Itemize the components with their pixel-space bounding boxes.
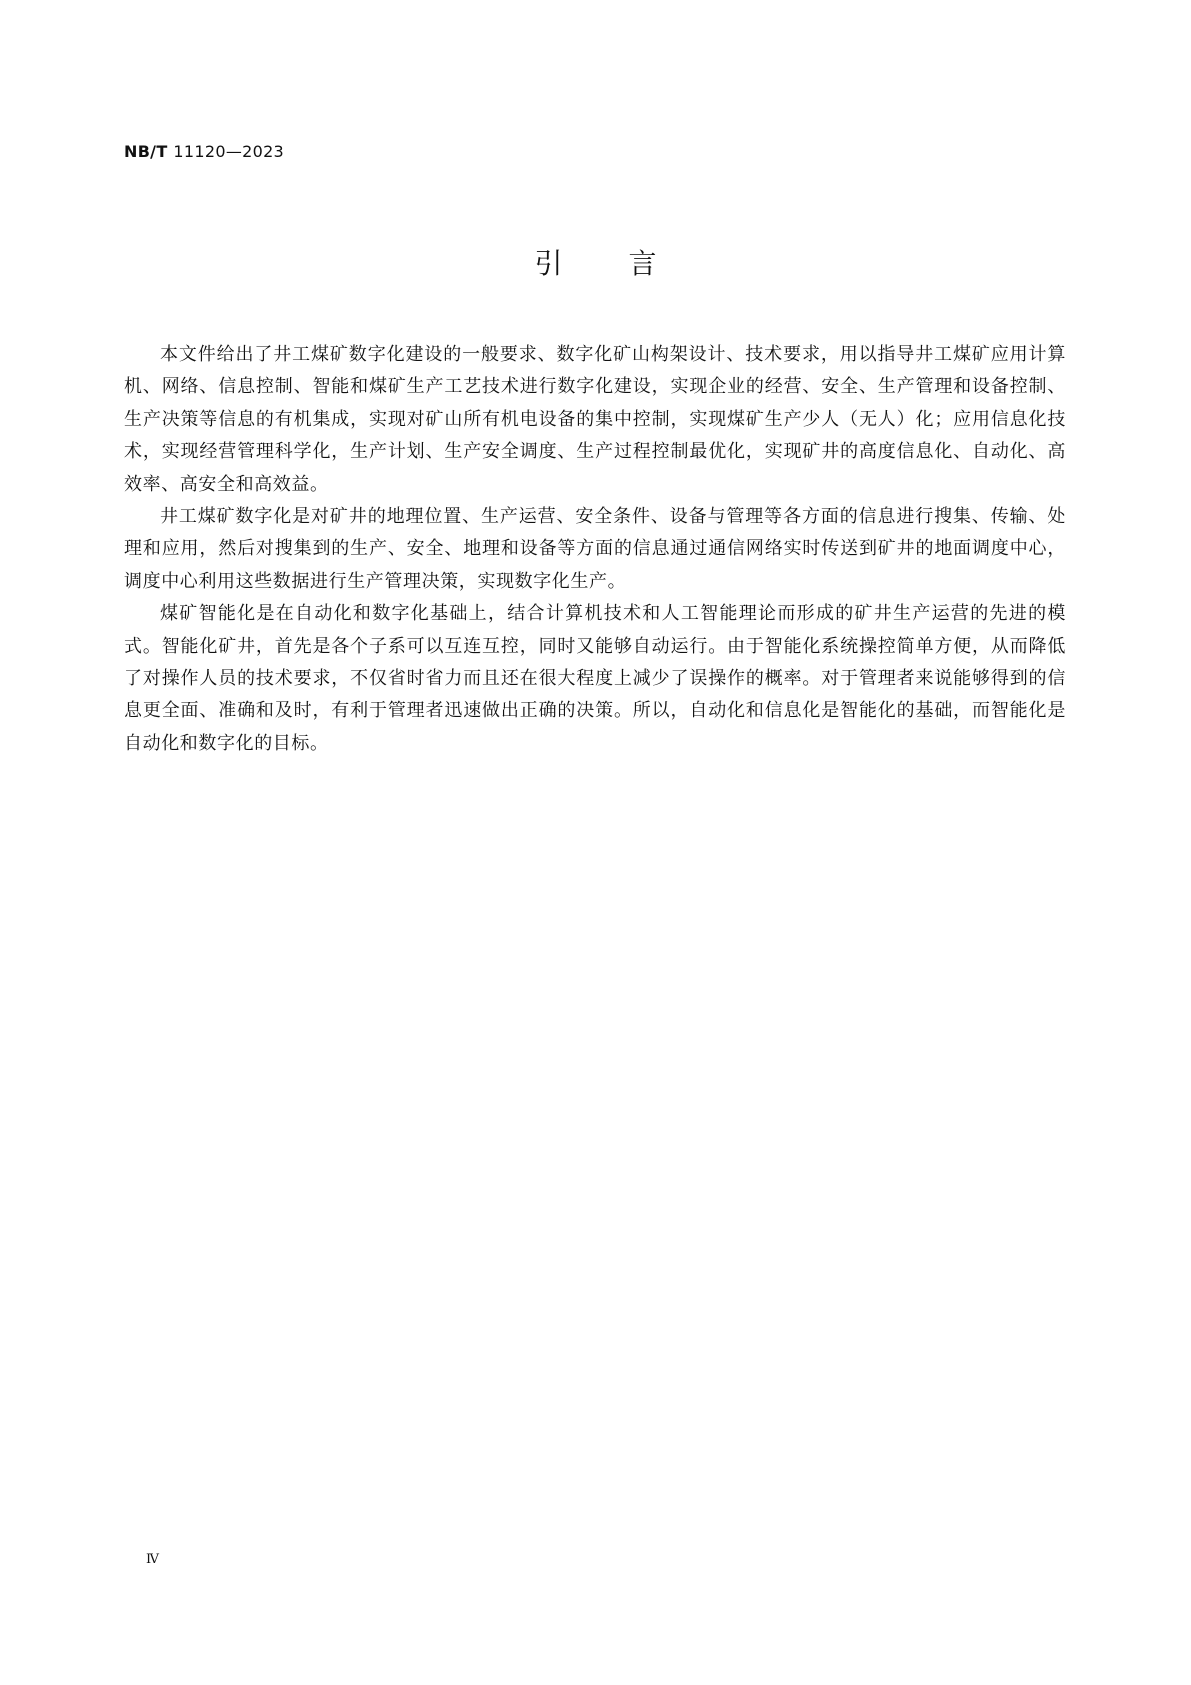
body-text [124,339,1066,760]
document-code-number: 11120—2023 [173,142,285,161]
paragraph-3: 煤矿智能化是在自动化和数字化基础上，结合计算机技术和人工智能理论而形成的矿井生产运营的先进的模式。智能化矿井，首先是各个子系可以互连互控，同时又能够自动运行。由于智能化系统操控简单方便，从而降低了对操作人员的技术要求，不仅省时省力而且还在很大程度上减少了误操作的概率。对于管理者来说能够得到的信息更全面、准确和及时，有利于管理者迅速做出正确的决策。所以，自动化和信息化是智能化的基础，而智能化是自动化和数字化的目标。 [124,603,1066,754]
paragraph-2: 井工煤矿数字化是对矿井的地理位置、生产运营、安全条件、设备与管理等各方面的信息进行搜集、传输、处理和应用，然后对搜集到的生产、安全、地理和设备等方面的信息通过通信网络实时传送到矿井的地面调度中心，调度中心利用这些数据进行生产管理决策，实现数字化生产。 [124,506,1066,592]
paragraph-1: 本文件给出了井工煤矿数字化建设的一般要求、数字化矿山构架设计、技术要求，用以指导井工煤矿应用计算机、网络、信息控制、智能和煤矿生产工艺技术进行数字化建设，实现企业的经营、安全、生产管理和设备控制、生产决策等信息的有机集成，实现对矿山所有机电设备的集中控制，实现煤矿生产少人（无人）化；应用信息化技术，实现经营管理科学化，生产计划、生产安全调度、生产过程控制最优化，实现矿井的高度信息化、自动化、高效率、高安全和高效益。 [124,344,1066,495]
document-code-prefix: NB/T [124,142,168,161]
document-code [124,142,284,162]
page-number: Ⅳ [146,1552,159,1567]
section-title: 引言 [534,247,723,280]
